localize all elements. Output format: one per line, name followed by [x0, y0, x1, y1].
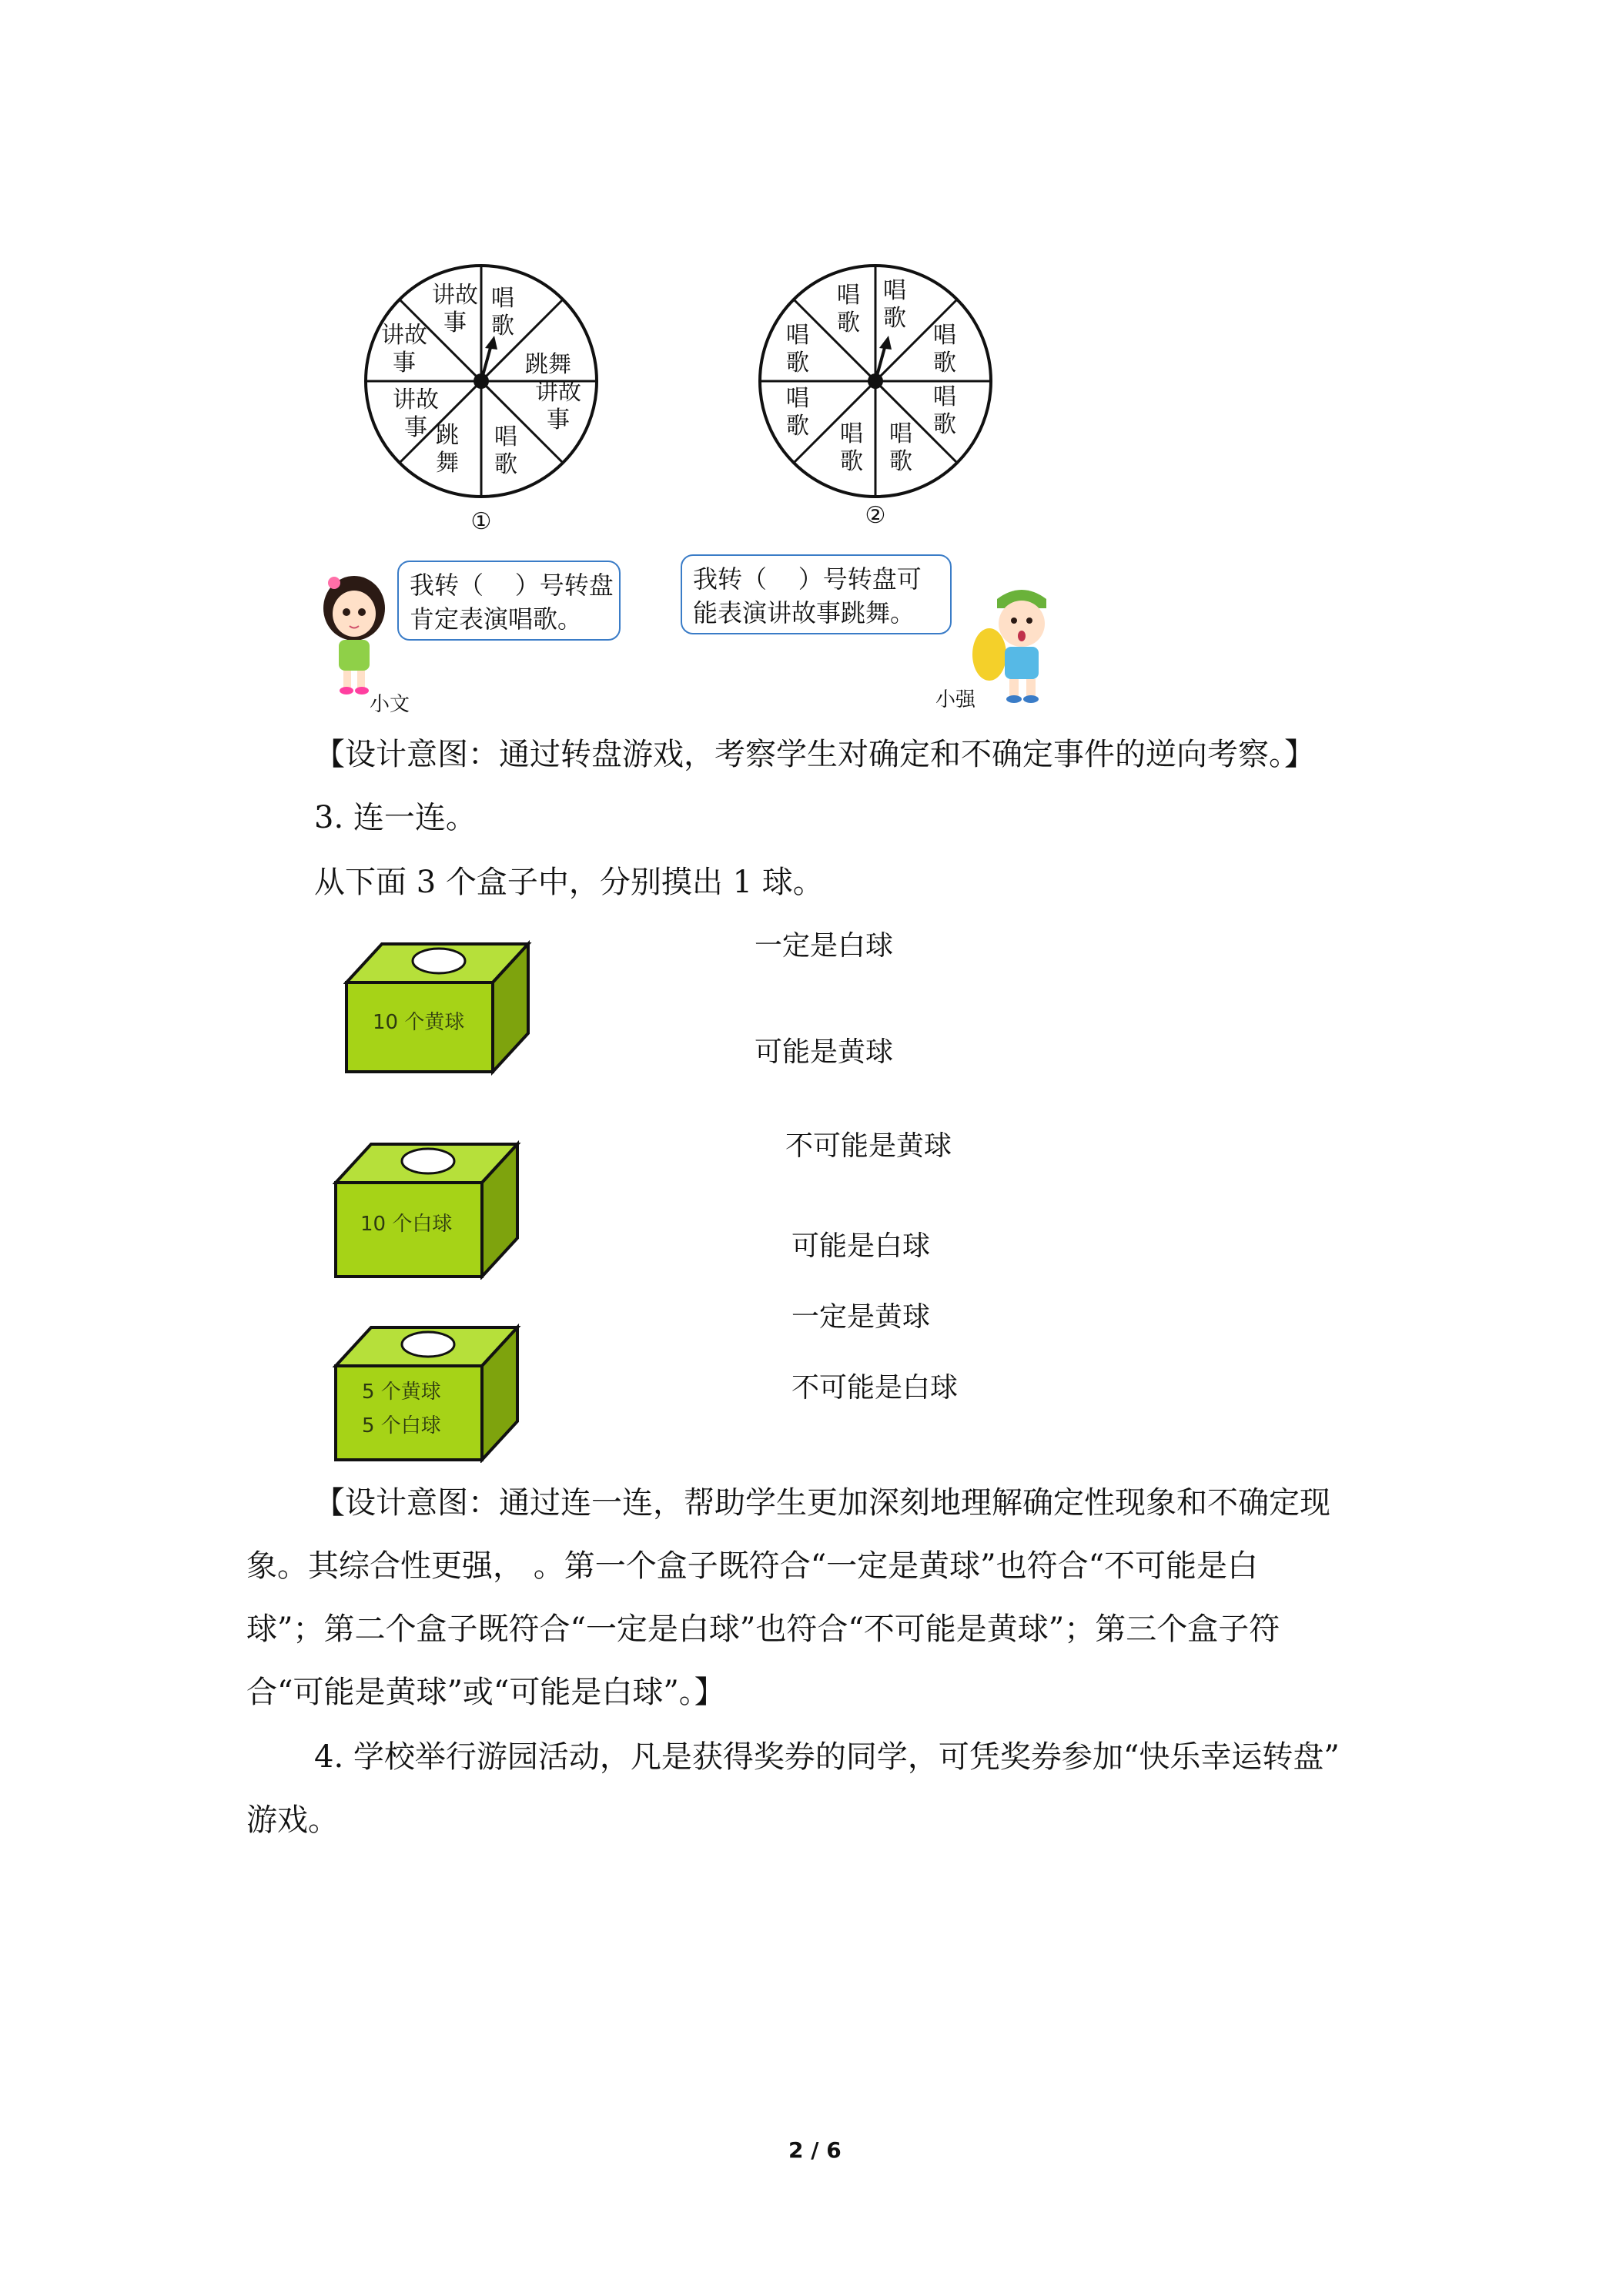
xiaowen-avatar: [316, 566, 393, 697]
xiaowen-speech-bubble: 我转（ ）号转盘 肯定表演唱歌。: [397, 561, 621, 641]
spinner-2: [756, 262, 995, 500]
spinner-1-number: ①: [470, 508, 492, 535]
xiaowen-name: 小文: [370, 693, 410, 716]
question-4-line-1: 4. 学校举行游园活动，凡是获得奖券的同学，可凭奖券参加“快乐幸运转盘”: [314, 1739, 1340, 1775]
xiaoqiang-avatar: [966, 577, 1066, 708]
question-3-title: 3. 连一连。: [314, 800, 477, 835]
question-3-instruction: 从下面 3 个盒子中，分别摸出 1 球。: [314, 865, 824, 900]
box-2-label: 10 个白球: [360, 1213, 453, 1236]
spinner-1-sector-5: 跳 舞: [436, 422, 459, 477]
spinner-2-sector-3: 唱 歌: [933, 383, 956, 438]
page-number: 2 / 6: [788, 2137, 842, 2163]
spinner-2-number: ②: [865, 502, 886, 529]
spinner-1-sector-3: 讲故 事: [535, 379, 581, 433]
design-intent-2-line-1: 【设计意图：通过连一连，帮助学生更加深刻地理解确定性现象和不确定现: [314, 1485, 1330, 1521]
box-3-label: 5 个黄球 5 个白球: [362, 1381, 441, 1438]
option-4: 可能是白球: [791, 1230, 931, 1262]
xiaoqiang-speech-bubble: 我转（ ）号转盘可 能表演讲故事跳舞。: [681, 554, 952, 634]
option-1: 一定是白球: [755, 930, 894, 962]
spinner-1-sector-7: 讲故 事: [381, 322, 427, 377]
spinner-1-sector-1: 唱 歌: [491, 285, 514, 340]
spinner-2-sector-4: 唱 歌: [889, 420, 912, 475]
design-intent-2-line-2: 象。其综合性更强， 。第一个盒子既符合“一定是黄球”也符合“不可能是白: [246, 1548, 1259, 1584]
spinner-2-sector-7: 唱 歌: [786, 322, 809, 377]
question-4-line-2: 游戏。: [246, 1802, 339, 1838]
spinner-2-sector-2: 唱 歌: [933, 322, 956, 377]
option-5: 一定是黄球: [791, 1301, 931, 1333]
spinner-1-sector-8: 讲故 事: [432, 282, 478, 336]
spinner-2-sector-6: 唱 歌: [786, 385, 809, 440]
spinner-2-sector-1: 唱歌: [883, 277, 906, 332]
spinner-2-sector-8: 唱 歌: [837, 282, 860, 336]
design-intent-2-line-4: 合“可能是黄球”或“可能是白球”。】: [246, 1675, 725, 1710]
spinner-1-sector-4: 唱 歌: [494, 423, 517, 478]
option-2: 可能是黄球: [755, 1036, 894, 1068]
design-intent-1: 【设计意图：通过转盘游戏，考察学生对确定和不确定事件的逆向考察。】: [314, 737, 1315, 772]
box-1-label: 10 个黄球: [373, 1011, 465, 1034]
spinner-1-sector-2: 跳舞: [525, 351, 571, 378]
option-6: 不可能是白球: [791, 1372, 959, 1404]
option-3: 不可能是黄球: [785, 1130, 952, 1162]
xiaoqiang-name: 小强: [935, 688, 976, 711]
spinner-2-sector-5: 唱 歌: [840, 420, 863, 475]
design-intent-2-line-3: 球”；第二个盒子既符合“一定是白球”也符合“不可能是黄球”；第三个盒子符: [246, 1612, 1280, 1647]
spinner-1-sector-6: 讲故 事: [393, 387, 439, 441]
